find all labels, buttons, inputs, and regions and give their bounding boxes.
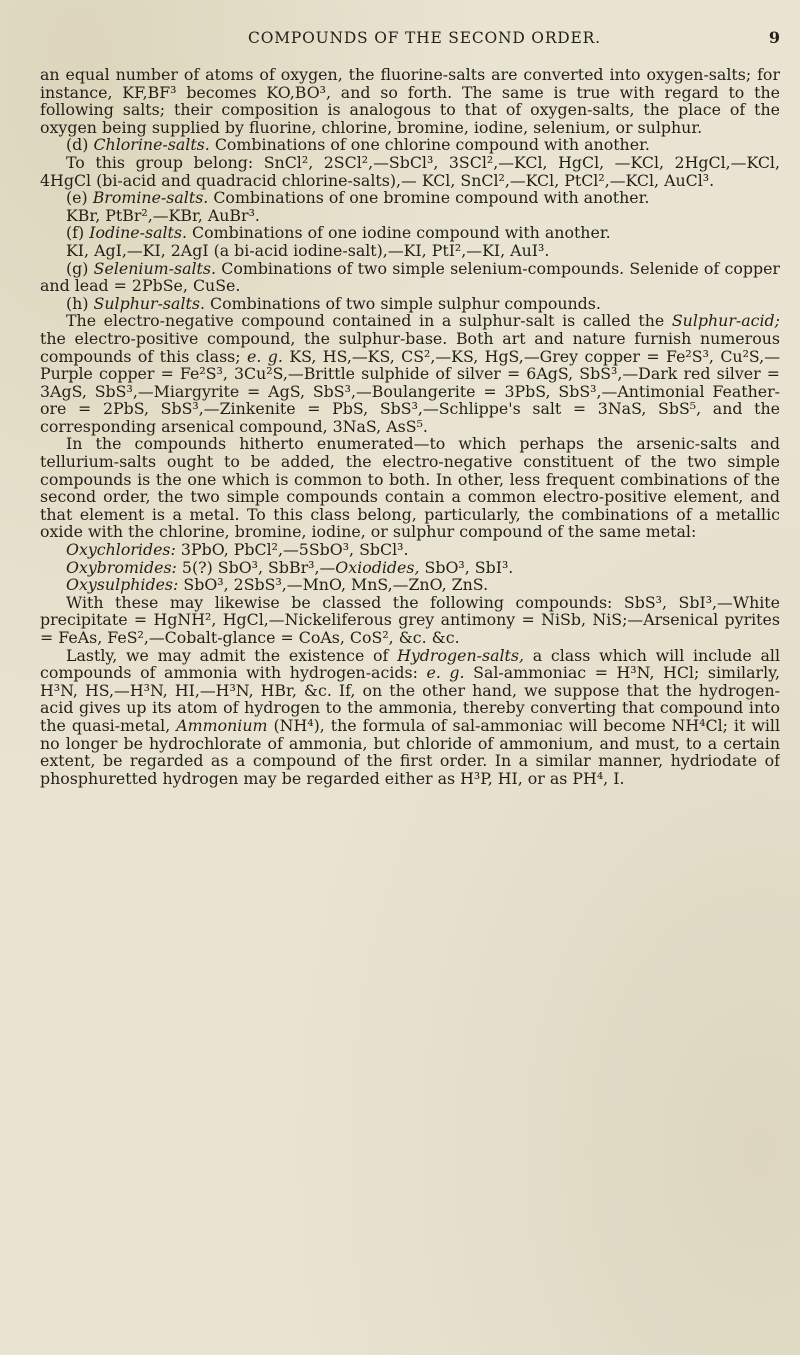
text-run: To this group belong: SnCl², 2SCl²,—SbCl³, 3SCl²,—KCl, HgCl, —KCl, 2HgCl,—KCl, 4HgCl (bi-acid and quadracid chlorine-salts),— KCl, SnCl²,—KCl, PtCl²,—KCl, AuCl³. <box>40 152 780 190</box>
italic-term: Oxybromides: <box>66 557 177 577</box>
italic-term: Oxysulphides: <box>66 575 179 595</box>
text-run: an equal number of atoms of oxygen, the fluorine-salts are converted into oxygen-salts; for instance, KF,BF³ becomes KO,BO³, and so forth. The same is true with regard to the following salts; their composition is analogous to that of oxygen-salts, the place of the oxygen being supplied by fluorine, chlorine, bromine, iodine, selenium, or sulphur. <box>40 65 780 137</box>
text-run: The electro-negative compound contained in a sulphur-salt is called the <box>66 311 672 331</box>
text-run: Combinations of one chlorine compound with another. <box>209 135 650 155</box>
text-run: Combinations of one bromine compound with another. <box>208 188 650 208</box>
paragraph <box>40 576 780 594</box>
italic-term: e. g. <box>247 346 283 366</box>
italic-term: Oxychlorides: <box>66 540 176 560</box>
text-run: SbO³, SbI³. <box>419 557 514 577</box>
text-run: With these may likewise be classed the following compounds: SbS³, SbI³,—White precipitate = HgNH², HgCl,—Nickeliferous grey antimony = NiSb, NiS;—Arsenical pyrites = FeAs, FeS²,—Cobalt-glance = CoAs, CoS², &c. &c. <box>40 592 780 647</box>
italic-term: Hydrogen-salts, <box>397 645 525 665</box>
paragraph <box>40 189 780 207</box>
text-run: KI, AgI,—KI, 2AgI (a bi-acid iodine-salt),—KI, PtI²,—KI, AuI³. <box>66 240 550 260</box>
paragraph <box>40 312 780 435</box>
text-run: KBr, PtBr²,—KBr, AuBr³. <box>66 205 260 225</box>
italic-term: Chlorine-salts. <box>93 135 210 155</box>
text-run: (f) <box>66 223 90 243</box>
running-title: COMPOUNDS OF THE SECOND ORDER. <box>248 29 601 47</box>
italic-term: Sulphur-salts. <box>93 293 205 313</box>
body-text <box>40 66 780 787</box>
paragraph <box>40 136 780 154</box>
paragraph <box>40 594 780 647</box>
paragraph <box>40 224 780 242</box>
paragraph <box>40 435 780 541</box>
text-run: a class which will include all compounds of ammonia with hydrogen-acids: <box>40 645 780 683</box>
text-run: Lastly, we may admit the existence of <box>66 645 398 665</box>
italic-term: Iodine-salts. <box>89 223 188 243</box>
text-run: Sal-ammoniac = H³N, HCl; similarly, H³N, HS,—H³N, HI,—H³N, HBr, &c. If, on the other hand, we suppose that the hydrogen-acid gives up its atom of hydrogen to the ammonia, thereby converting that compound into the quasi-metal, <box>40 663 780 735</box>
italic-term: Selenium-salts. <box>93 258 217 278</box>
text-run: 3PbO, PbCl²,—5SbO³, SbCl³. <box>175 540 409 560</box>
page-number: 9 <box>768 28 780 47</box>
text-run: Combinations of one iodine compound with another. <box>187 223 611 243</box>
paragraph <box>40 260 780 295</box>
italic-term: Bromine-salts. <box>92 188 209 208</box>
text-run: (NH⁴), the formula of sal-ammoniac will become NH⁴Cl; it will no longer be hydrochlorate of ammonia, but chloride of ammonium, and must, to a certain extent, be regarded as a compound of the first order. In a similar manner, hydriodate of phosphuretted hydrogen may be regarded either as H³P, HI, or as PH⁴, I. <box>40 715 780 788</box>
text-run: 5(?) SbO³, SbBr³,— <box>176 557 336 577</box>
italic-term: Oxiodides, <box>335 557 420 577</box>
paragraph <box>40 541 780 559</box>
text-run: SbO³, 2SbS³,—MnO, MnS,—ZnO, ZnS. <box>178 575 489 595</box>
paragraph <box>40 207 780 225</box>
italic-term: e. g. <box>426 663 465 683</box>
text-run: Combinations of two simple sulphur compounds. <box>204 293 601 313</box>
book-page <box>40 28 780 1338</box>
text-run: In the compounds hitherto enumerated—to which perhaps the arsenic-salts and tellurium-salts ought to be added, the electro-negative constituent of the two simple compounds is the one which is common to both. In other, less frequent combinations of the second order, the two simple compounds contain a common electro-positive element, and that element is a metal. To this class belong, particularly, the combinations of a metallic oxide with the chlorine, bromine, iodine, or sulphur compound of the same metal: <box>40 434 780 542</box>
paragraph <box>40 559 780 577</box>
paragraph <box>40 295 780 313</box>
text-run: (e) <box>66 188 93 208</box>
paragraph <box>40 242 780 260</box>
text-run: (d) <box>66 135 94 155</box>
italic-term: Sulphur-acid; <box>671 311 780 331</box>
italic-term: Ammonium <box>176 715 268 735</box>
text-run: Combinations of two simple selenium-compounds. Selenide of copper and lead = 2PbSe, CuSe. <box>40 258 780 296</box>
paragraph <box>40 154 780 189</box>
running-header <box>40 28 780 52</box>
text-run: (g) <box>66 258 94 278</box>
paragraph <box>40 66 780 136</box>
paragraph <box>40 647 780 788</box>
text-run: KS, HS,—KS, CS²,—KS, HgS,—Grey copper = Fe²S³, Cu²S,—Purple copper = Fe²S³, 3Cu²S,—Brittle sulphide of silver = 6AgS, SbS³,—Dark red silver = 3AgS, SbS³,—Miargyrite = AgS, SbS³,—Boulangerite = 3PbS, SbS³,—Antimonial Feather-ore = 2PbS, SbS³,—Zinkenite = PbS, SbS³,—Schlippe's salt = 3NaS, SbS⁵, and the corresponding arsenical compound, 3NaS, AsS⁵. <box>40 346 780 436</box>
text-run: the electro-positive compound, the sulphur-base. Both art and nature furnish numerous compounds of this class; <box>40 328 780 366</box>
text-run: (h) <box>66 293 94 313</box>
